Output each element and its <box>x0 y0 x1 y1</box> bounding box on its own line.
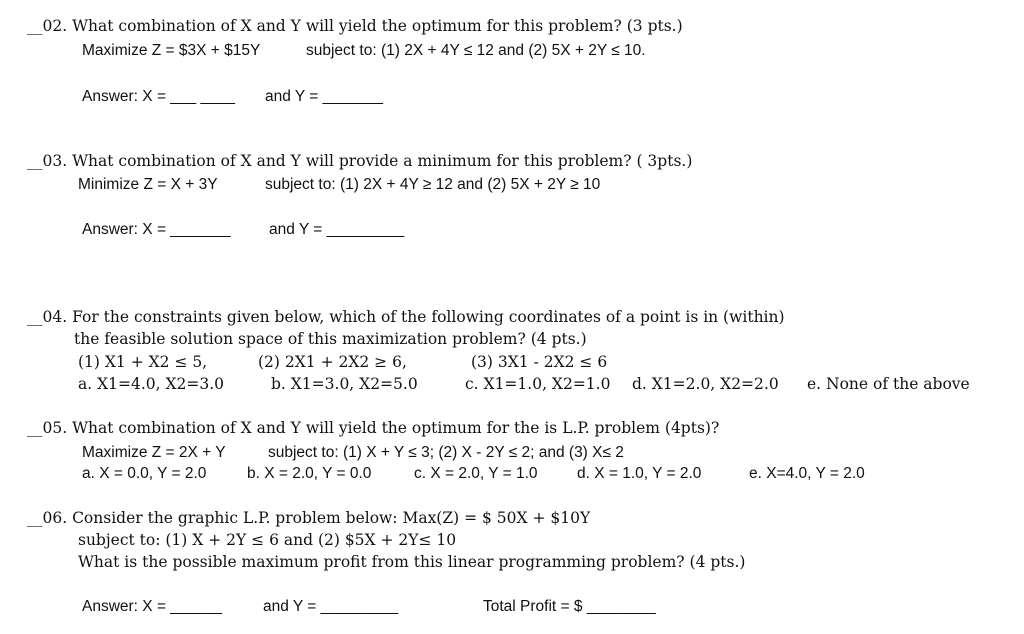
q04-constraint-2: (2) 2X1 + 2X2 ≥ 6, <box>258 353 407 371</box>
q04-option-b[interactable]: b. X1=3.0, X2=5.0 <box>271 375 418 393</box>
q02-answer-x[interactable]: Answer: X = ___ ____ <box>82 88 235 105</box>
q05-question: __05. What combination of X and Y will yield the optimum for the is L.P. problem (4pts)? <box>27 419 720 437</box>
q05-constraints: subject to: (1) X + Y ≤ 3; (2) X - 2Y ≤ 2; and (3) X≤ 2 <box>268 444 624 461</box>
q06-answer-y[interactable]: and Y = _________ <box>263 598 399 615</box>
q06-question: __06. Consider the graphic L.P. problem below: Max(Z) = $ 50X + $10Y <box>27 509 591 527</box>
q04-option-d[interactable]: d. X1=2.0, X2=2.0 <box>632 375 779 393</box>
q04-option-a[interactable]: a. X1=4.0, X2=3.0 <box>78 375 225 393</box>
q06-answer-x[interactable]: Answer: X = ______ <box>82 598 223 615</box>
q06-prompt: What is the possible maximum profit from this linear programming problem? (4 pts.) <box>78 553 746 571</box>
q03-constraints: subject to: (1) 2X + 4Y ≥ 12 and (2) 5X + 2Y ≥ 10 <box>265 176 601 193</box>
q02-objective: Maximize Z = $3X + $15Y <box>82 42 261 59</box>
q06-answer-profit[interactable]: Total Profit = $ ________ <box>483 598 656 615</box>
q04-option-c[interactable]: c. X1=1.0, X2=1.0 <box>465 375 611 393</box>
q03-question: __03. What combination of X and Y will provide a minimum for this problem? ( 3pts.) <box>27 152 693 170</box>
q04-option-e[interactable]: e. None of the above <box>807 375 970 393</box>
q04-constraint-3: (3) 3X1 - 2X2 ≤ 6 <box>471 353 608 371</box>
q05-option-e[interactable]: e. X=4.0, Y = 2.0 <box>749 465 865 482</box>
q04-question: __04. For the constraints given below, which of the following coordinates of a point is in (within) <box>27 308 785 326</box>
q04-constraint-1: (1) X1 + X2 ≤ 5, <box>78 353 208 371</box>
q06-constraints: subject to: (1) X + 2Y ≤ 6 and (2) $5X + 2Y≤ 10 <box>78 531 457 549</box>
q05-objective: Maximize Z = 2X + Y <box>82 444 226 461</box>
q02-question: __02. What combination of X and Y will yield the optimum for this problem? (3 pts.) <box>27 17 683 35</box>
q03-answer-x[interactable]: Answer: X = _______ <box>82 221 231 238</box>
q02-answer-y[interactable]: and Y = _______ <box>265 88 383 105</box>
q03-answer-y[interactable]: and Y = _________ <box>269 221 405 238</box>
q05-option-a[interactable]: a. X = 0.0, Y = 2.0 <box>82 465 207 482</box>
q03-objective: Minimize Z = X + 3Y <box>78 176 218 193</box>
q05-option-d[interactable]: d. X = 1.0, Y = 2.0 <box>577 465 702 482</box>
q05-option-c[interactable]: c. X = 2.0, Y = 1.0 <box>414 465 538 482</box>
q02-constraints: subject to: (1) 2X + 4Y ≤ 12 and (2) 5X + 2Y ≤ 10. <box>306 42 646 59</box>
q04-question-cont: the feasible solution space of this maximization problem? (4 pts.) <box>74 330 587 348</box>
q05-option-b[interactable]: b. X = 2.0, Y = 0.0 <box>247 465 372 482</box>
